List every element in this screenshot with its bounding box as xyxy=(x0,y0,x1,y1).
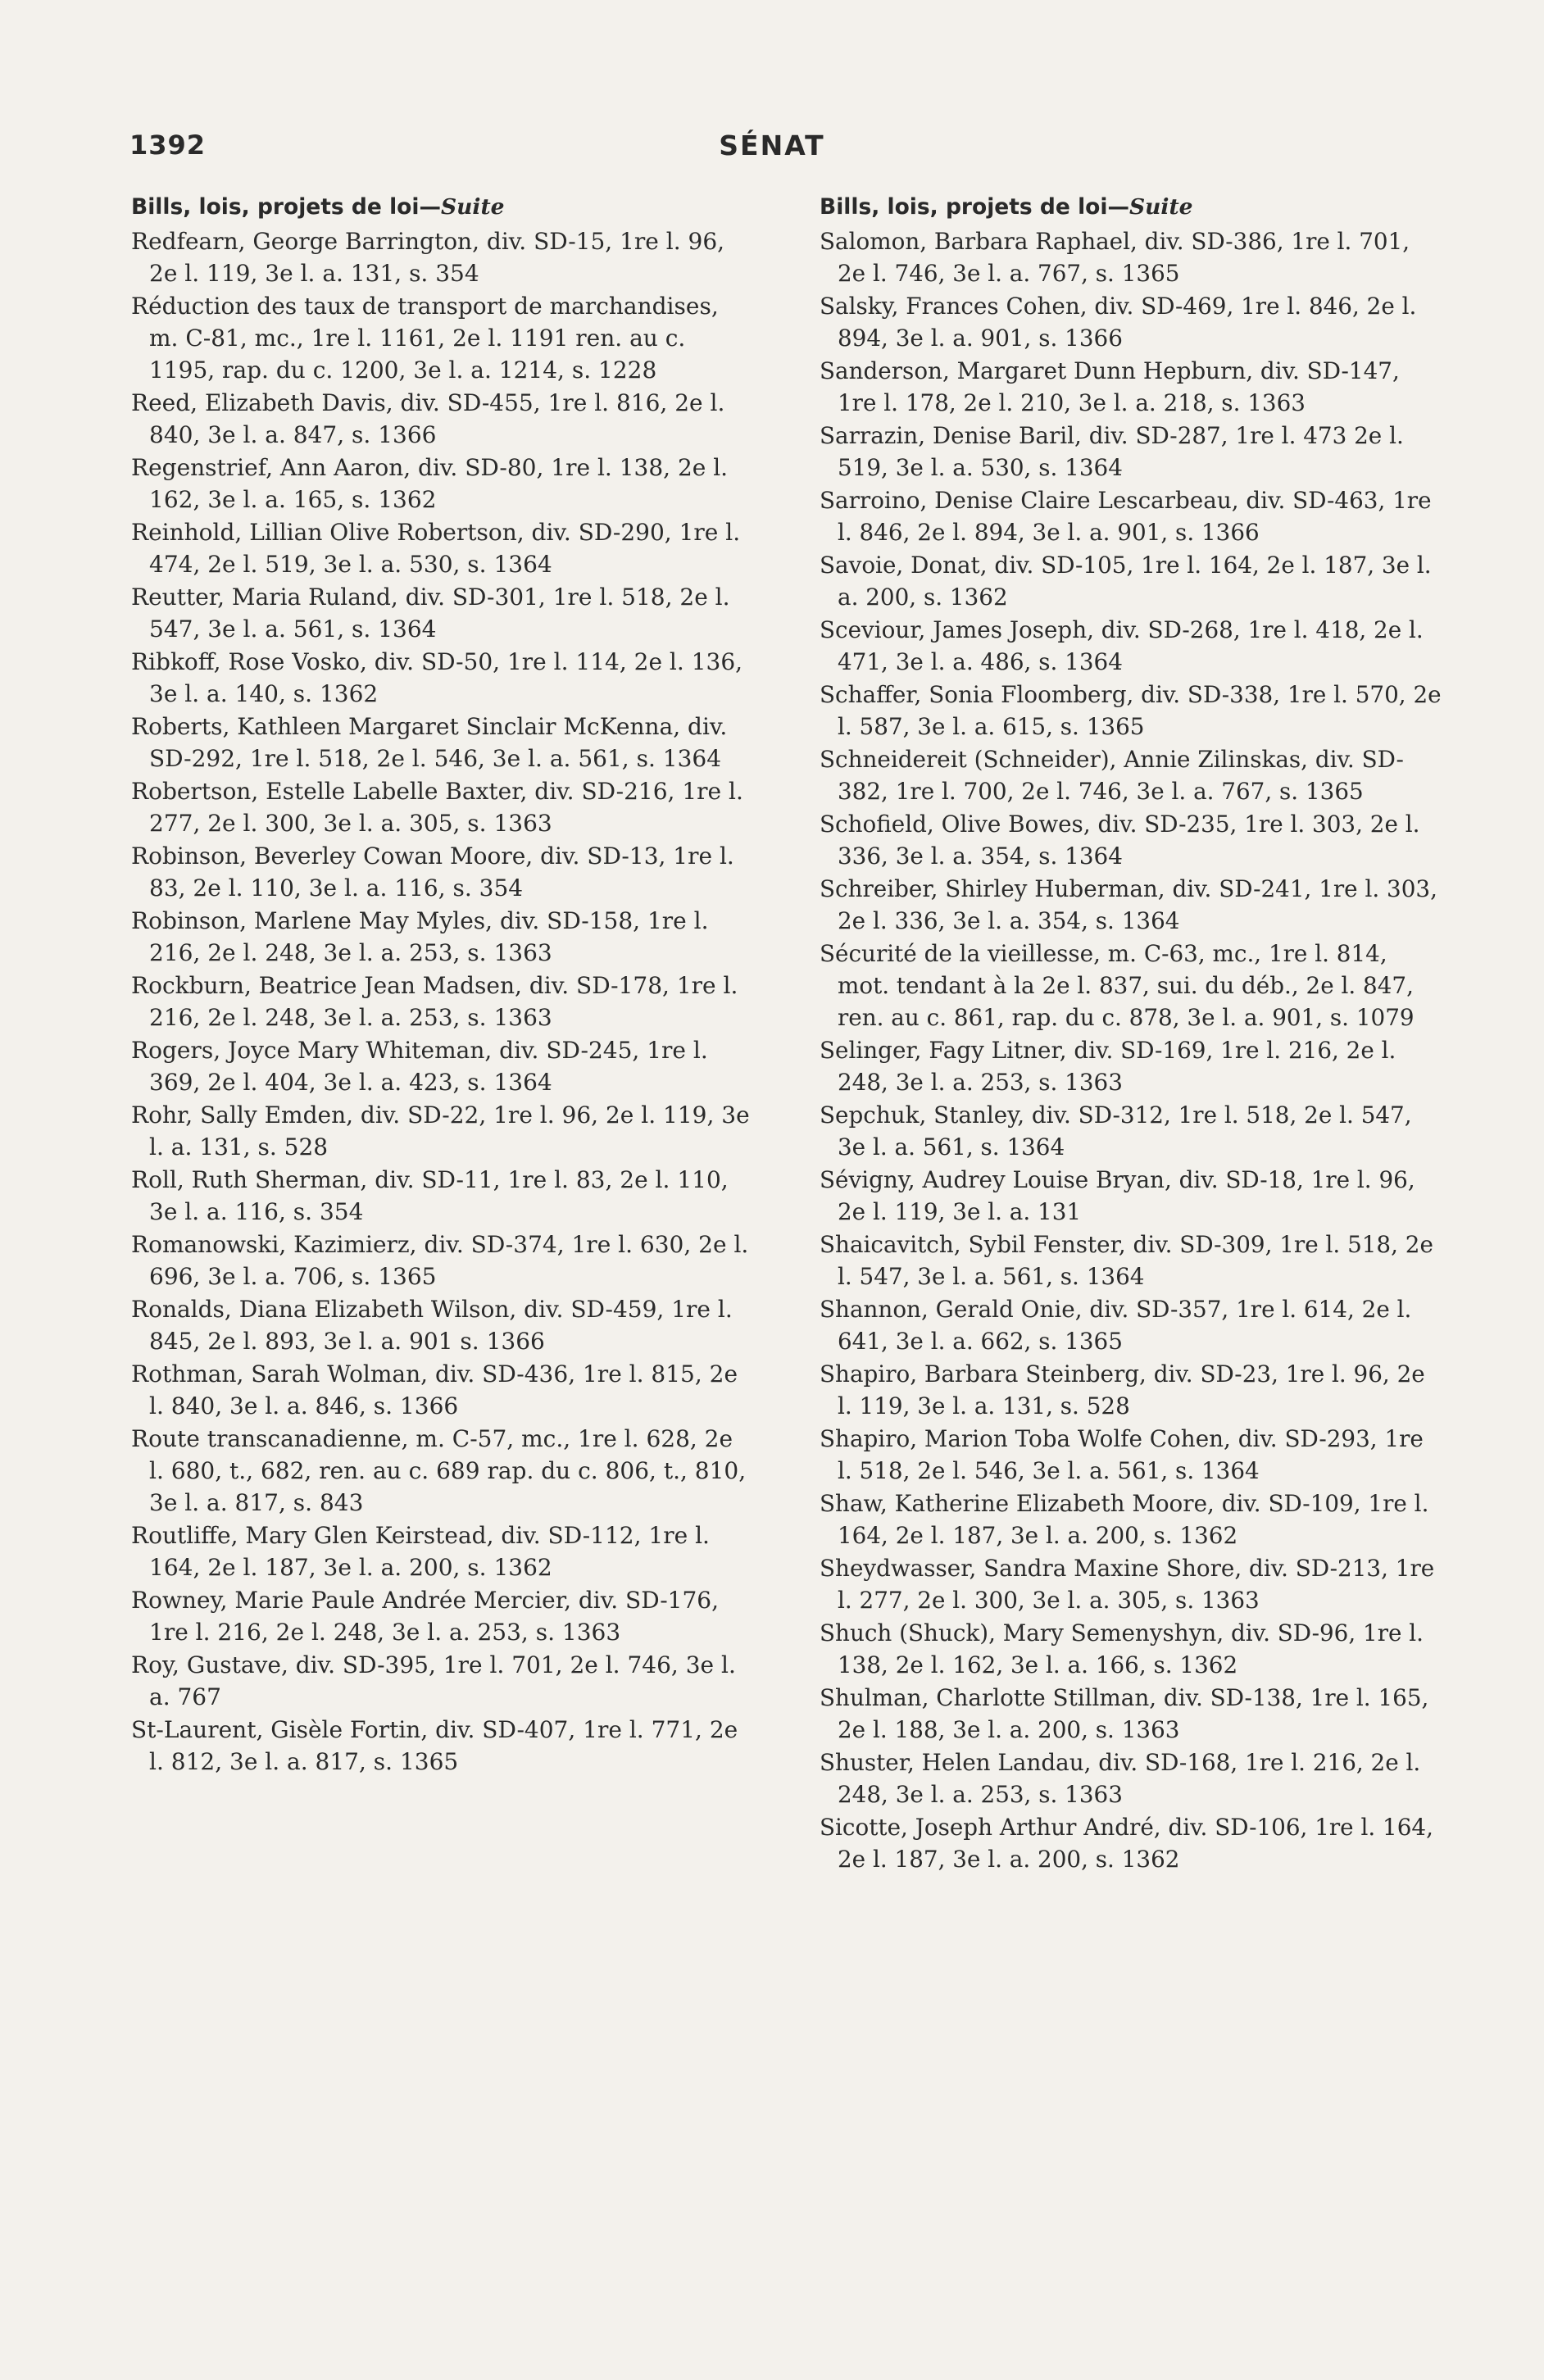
index-entry: Reutter, Maria Ruland, div. SD-301, 1re l. 518, 2e l. 547, 3e l. a. 561, s. 1364 xyxy=(131,584,730,643)
index-entry: Sarrazin, Denise Baril, div. SD-287, 1re l. 473 2e l. 519, 3e l. a. 530, s. 1364 xyxy=(820,422,1404,481)
index-entry: Rothman, Sarah Wolman, div. SD-436, 1re l. 815, 2e l. 840, 3e l. a. 846, s. 1366 xyxy=(131,1360,738,1419)
index-entry: Redfearn, George Barrington, div. SD-15, 1re l. 96, 2e l. 119, 3e l. a. 131, s. 354 xyxy=(131,228,725,287)
index-entry: Roll, Ruth Sherman, div. SD-11, 1re l. 83, 2e l. 110, 3e l. a. 116, s. 354 xyxy=(131,1166,729,1225)
left-column-heading xyxy=(131,190,754,225)
index-entry: Rockburn, Beatrice Jean Madsen, div. SD-178, 1re l. 216, 2e l. 248, 3e l. a. 253, s. 1363 xyxy=(131,972,738,1031)
index-entry: Rohr, Sally Emden, div. SD-22, 1re l. 96, 2e l. 119, 3e l. a. 131, s. 528 xyxy=(131,1101,750,1160)
index-entry: Shuster, Helen Landau, div. SD-168, 1re l. 216, 2e l. 248, 3e l. a. 253, s. 1363 xyxy=(820,1749,1421,1808)
index-entry: Sanderson, Margaret Dunn Hepburn, div. SD-147, 1re l. 178, 2e l. 210, 3e l. a. 218, s. 1363 xyxy=(820,357,1400,416)
index-entry: Salomon, Barbara Raphael, div. SD-386, 1re l. 701, 2e l. 746, 3e l. a. 767, s. 1365 xyxy=(820,228,1410,287)
index-entry: Rowney, Marie Paule Andrée Mercier, div. SD-176, 1re l. 216, 2e l. 248, 3e l. a. 253, s. 1363 xyxy=(131,1587,719,1646)
index-entry: Schofield, Olive Bowes, div. SD-235, 1re l. 303, 2e l. 336, 3e l. a. 354, s. 1364 xyxy=(820,811,1420,870)
right-column-heading xyxy=(820,190,1442,225)
index-entry: Romanowski, Kazimierz, div. SD-374, 1re l. 630, 2e l. 696, 3e l. a. 706, s. 1365 xyxy=(131,1231,749,1290)
right-heading-text: Bills, lois, projets de loi— xyxy=(820,194,1129,220)
index-entry: Shulman, Charlotte Stillman, div. SD-138, 1re l. 165, 2e l. 188, 3e l. a. 200, s. 1363 xyxy=(820,1684,1429,1743)
index-entry: Shapiro, Marion Toba Wolfe Cohen, div. SD-293, 1re l. 518, 2e l. 546, 3e l. a. 561, s. 1364 xyxy=(820,1425,1424,1484)
index-entry: Route transcanadienne, m. C-57, mc., 1re l. 628, 2e l. 680, t., 682, ren. au c. 689 rap. du c. 806, t., 810, 3e l. a. 817, s. 843 xyxy=(131,1425,747,1516)
index-entry: Reed, Elizabeth Davis, div. SD-455, 1re l. 816, 2e l. 840, 3e l. a. 847, s. 1366 xyxy=(131,389,725,448)
index-entry: Savoie, Donat, div. SD-105, 1re l. 164, 2e l. 187, 3e l. a. 200, s. 1362 xyxy=(820,552,1432,611)
page-number: 1392 xyxy=(129,129,207,161)
left-entries xyxy=(131,225,754,1778)
index-entry: Robinson, Beverley Cowan Moore, div. SD-13, 1re l. 83, 2e l. 110, 3e l. a. 116, s. 354 xyxy=(131,843,734,902)
index-entry: Ribkoff, Rose Vosko, div. SD-50, 1re l. 114, 2e l. 136, 3e l. a. 140, s. 1362 xyxy=(131,648,743,707)
index-entry: Sicotte, Joseph Arthur André, div. SD-106, 1re l. 164, 2e l. 187, 3e l. a. 200, s. 1362 xyxy=(820,1814,1433,1873)
index-entry: Robinson, Marlene May Myles, div. SD-158, 1re l. 216, 2e l. 248, 3e l. a. 253, s. 1363 xyxy=(131,907,709,966)
index-entry: Shapiro, Barbara Steinberg, div. SD-23, 1re l. 96, 2e l. 119, 3e l. a. 131, s. 528 xyxy=(820,1360,1425,1419)
index-entry: St-Laurent, Gisèle Fortin, div. SD-407, 1re l. 771, 2e l. 812, 3e l. a. 817, s. 1365 xyxy=(131,1716,738,1775)
index-entry: Robertson, Estelle Labelle Baxter, div. SD-216, 1re l. 277, 2e l. 300, 3e l. a. 305, s. 1363 xyxy=(131,778,743,837)
index-entry: Regenstrief, Ann Aaron, div. SD-80, 1re l. 138, 2e l. 162, 3e l. a. 165, s. 1362 xyxy=(131,454,729,513)
index-entry: Sceviour, James Joseph, div. SD-268, 1re l. 418, 2e l. 471, 3e l. a. 486, s. 1364 xyxy=(820,616,1424,675)
index-entry: Sécurité de la vieillesse, m. C-63, mc., 1re l. 814, mot. tendant à la 2e l. 837, sui. du déb., 2e l. 847, ren. au c. 861, rap. du c. 878, 3e l. a. 901, s. 1079 xyxy=(820,940,1415,1031)
right-entries xyxy=(820,225,1442,1875)
index-entry: Sévigny, Audrey Louise Bryan, div. SD-18, 1re l. 96, 2e l. 119, 3e l. a. 131 xyxy=(820,1166,1415,1225)
index-entry: Ronalds, Diana Elizabeth Wilson, div. SD-459, 1re l. 845, 2e l. 893, 3e l. a. 901 s. 1366 xyxy=(131,1296,733,1355)
index-entry: Salsky, Frances Cohen, div. SD-469, 1re l. 846, 2e l. 894, 3e l. a. 901, s. 1366 xyxy=(820,293,1417,352)
running-head: SÉNAT xyxy=(719,129,825,161)
index-entry: Schreiber, Shirley Huberman, div. SD-241, 1re l. 303, 2e l. 336, 3e l. a. 354, s. 1364 xyxy=(820,875,1437,934)
index-entry: Rogers, Joyce Mary Whiteman, div. SD-245, 1re l. 369, 2e l. 404, 3e l. a. 423, s. 1364 xyxy=(131,1037,708,1096)
index-entry: Routliffe, Mary Glen Keirstead, div. SD-112, 1re l. 164, 2e l. 187, 3e l. a. 200, s. 1362 xyxy=(131,1522,710,1581)
index-entry: Selinger, Fagy Litner, div. SD-169, 1re l. 216, 2e l. 248, 3e l. a. 253, s. 1363 xyxy=(820,1037,1396,1096)
index-entry: Sepchuk, Stanley, div. SD-312, 1re l. 518, 2e l. 547, 3e l. a. 561, s. 1364 xyxy=(820,1101,1412,1160)
index-entry: Schneidereit (Schneider), Annie Zilinskas, div. SD-382, 1re l. 700, 2e l. 746, 3e l. a. 767, s. 1365 xyxy=(820,746,1404,805)
index-entry: Shannon, Gerald Onie, div. SD-357, 1re l. 614, 2e l. 641, 3e l. a. 662, s. 1365 xyxy=(820,1296,1412,1355)
left-heading-text: Bills, lois, projets de loi— xyxy=(131,194,441,220)
index-entry: Sheydwasser, Sandra Maxine Shore, div. SD-213, 1re l. 277, 2e l. 300, 3e l. a. 305, s. 1363 xyxy=(820,1555,1435,1614)
left-column xyxy=(131,190,754,1778)
index-entry: Reinhold, Lillian Olive Robertson, div. SD-290, 1re l. 474, 2e l. 519, 3e l. a. 530, s. 1364 xyxy=(131,519,741,578)
left-heading-suite: Suite xyxy=(440,194,505,220)
right-column xyxy=(820,190,1442,1875)
index-entry: Réduction des taux de transport de marchandises, m. C-81, mc., 1re l. 1161, 2e l. 1191 ren. au c. 1195, rap. du c. 1200, 3e l. a. 1214, s. 1228 xyxy=(131,293,719,384)
index-entry: Roy, Gustave, div. SD-395, 1re l. 701, 2e l. 746, 3e l. a. 767 xyxy=(131,1651,736,1710)
index-entry: Shuch (Shuck), Mary Semenyshyn, div. SD-96, 1re l. 138, 2e l. 162, 3e l. a. 166, s. 1362 xyxy=(820,1619,1424,1678)
index-entry: Sarroino, Denise Claire Lescarbeau, div. SD-463, 1re l. 846, 2e l. 894, 3e l. a. 901, s. 1366 xyxy=(820,487,1432,546)
index-entry: Schaffer, Sonia Floomberg, div. SD-338, 1re l. 570, 2e l. 587, 3e l. a. 615, s. 1365 xyxy=(820,681,1442,740)
index-entry: Shaicavitch, Sybil Fenster, div. SD-309, 1re l. 518, 2e l. 547, 3e l. a. 561, s. 1364 xyxy=(820,1231,1433,1290)
index-entry: Roberts, Kathleen Margaret Sinclair McKenna, div. SD-292, 1re l. 518, 2e l. 546, 3e l. a. 561, s. 1364 xyxy=(131,713,728,772)
index-entry: Shaw, Katherine Elizabeth Moore, div. SD-109, 1re l. 164, 2e l. 187, 3e l. a. 200, s. 1362 xyxy=(820,1490,1429,1549)
right-heading-suite: Suite xyxy=(1128,194,1193,220)
